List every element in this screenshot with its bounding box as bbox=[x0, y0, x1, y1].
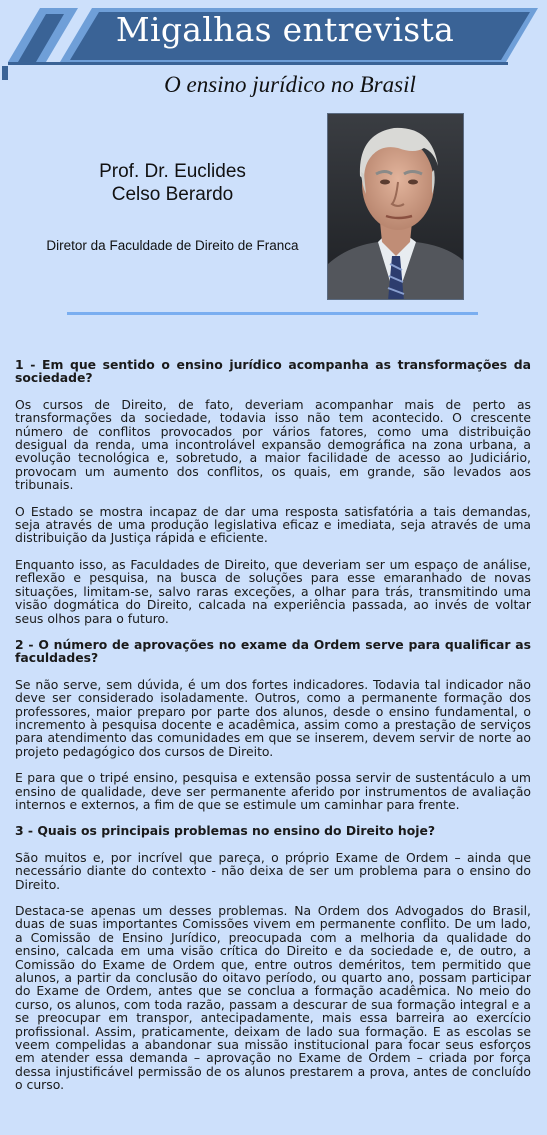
answer-1-paragraph-3: Enquanto isso, as Faculdades de Direito, que deveriam ser um espaço de análise, reflexão e pesquisa, na busca de soluções para esse emaranhado de novas situações, limitam-se, salvo raras exceções, a olhar para trás, transmitindo uma visão dogmática do Direito, calcada na experiência passada, ao invés de voltar seus olhos para o futuro. bbox=[15, 556, 531, 626]
portrait-icon bbox=[328, 114, 464, 300]
answer-2-paragraph-1: Se não serve, sem dúvida, é um dos fortes indicadores. Todavia tal indicador não deve ser considerado isoladamente. Outros, como a permanente formação dos professores, maior preparo por parte dos alunos, desde o ensino fundamental, o incremento à pesquisa docente e acadêmica, assim como a prestação de serviços para atendimento das comunidades em que se inserem, devem servir de norte ao projeto pedagógico dos cursos de Direito. bbox=[15, 676, 531, 759]
interviewee-role: Diretor da Faculdade de Direito de Franca bbox=[46, 238, 299, 253]
answer-1-paragraph-2: O Estado se mostra incapaz de dar uma resposta satisfatória a tais demandas, seja através de uma produção legislativa eficaz e imediata, seja através de uma distribuição da Justiça rápida e eficiente. bbox=[15, 503, 531, 546]
interview-article bbox=[15, 358, 531, 1105]
question-3: 3 - Quais os principais problemas no ensino do Direito hoje? bbox=[15, 823, 436, 839]
answer-2-paragraph-2: E para que o tripé ensino, pesquisa e extensão possa servir de sustentáculo a um ensino de qualidade, deve ser permanente aferido por instrumentos de avaliação internos e externos, a fim de que se estimule um caminhar para frente. bbox=[15, 770, 531, 812]
section-divider bbox=[67, 312, 478, 315]
interviewee-name-line1: Prof. Dr. Euclides bbox=[99, 161, 246, 182]
question-1: 1 - Em que sentido o ensino jurídico acompanha as transformações da sociedade? bbox=[15, 357, 531, 386]
answer-3-paragraph-1: São muitos e, por incrível que pareça, o próprio Exame de Ordem – ainda que necessário diante do contexto - não deixa de ser um problema para o ensino do Direito. bbox=[15, 849, 531, 892]
portrait-photo bbox=[327, 113, 464, 300]
page-subtitle: O ensino jurídico no Brasil bbox=[164, 72, 416, 97]
interviewee-name-line2: Celso Berardo bbox=[111, 184, 234, 205]
interviewee-info bbox=[20, 160, 325, 253]
answer-1-paragraph-1: Os cursos de Direito, de fato, deveriam acompanhar mais de perto as transformações da sociedade, todavia isso não tem acontecido. O crescente número de conflitos provocados por vários fatores, como uma distribuição desigual da renda, uma incontrolável expansão demográfica na zona urbana, a evolução tecnológica e, sobretudo, a maior facilidade de acesso ao Judiciário, provocam um aumento dos conflitos, os quais, em grande, são levados aos tribunais. bbox=[15, 396, 531, 493]
answer-3-paragraph-2: Destaca-se apenas um desses problemas. Na Ordem dos Advogados do Brasil, duas de suas importantes Comissões vivem em permanente conflito. De um lado, a Comissão de Ensino Jurídico, preocupada com a melhoria da qualidade do ensino, calcada em uma visão crítica do Direito e da sociedade e, de outro, a Comissão do Exame de Ordem que, entre outros deméritos, tem permitido que alunos, a partir da conclusão do oitavo período, ou quarto ano, possam participar do Exame de Ordem, antes que se conclua a formação acadêmica. No meio do curso, os alunos, com toda razão, passam a descurar de sua formação integral e a se preocupar em transpor, antecipadamente, mais essa barreira ao exercício profissional. Assim, praticamente, deixam de lado sua formação. E as escolas se veem compelidas a abandonar sua missão institucional para focar seus esforços em atender essa demanda – aprovação no Exame de Ordem – criada por força dessa injustificável permissão de os alunos prestarem a prova, antes de concluído o curso. bbox=[15, 903, 531, 1093]
page-title: Migalhas entrevista bbox=[115, 10, 455, 49]
question-2: 2 - O número de aprovações no exame da Ordem serve para qualificar as faculdades? bbox=[15, 636, 531, 666]
header-banner bbox=[0, 0, 547, 110]
